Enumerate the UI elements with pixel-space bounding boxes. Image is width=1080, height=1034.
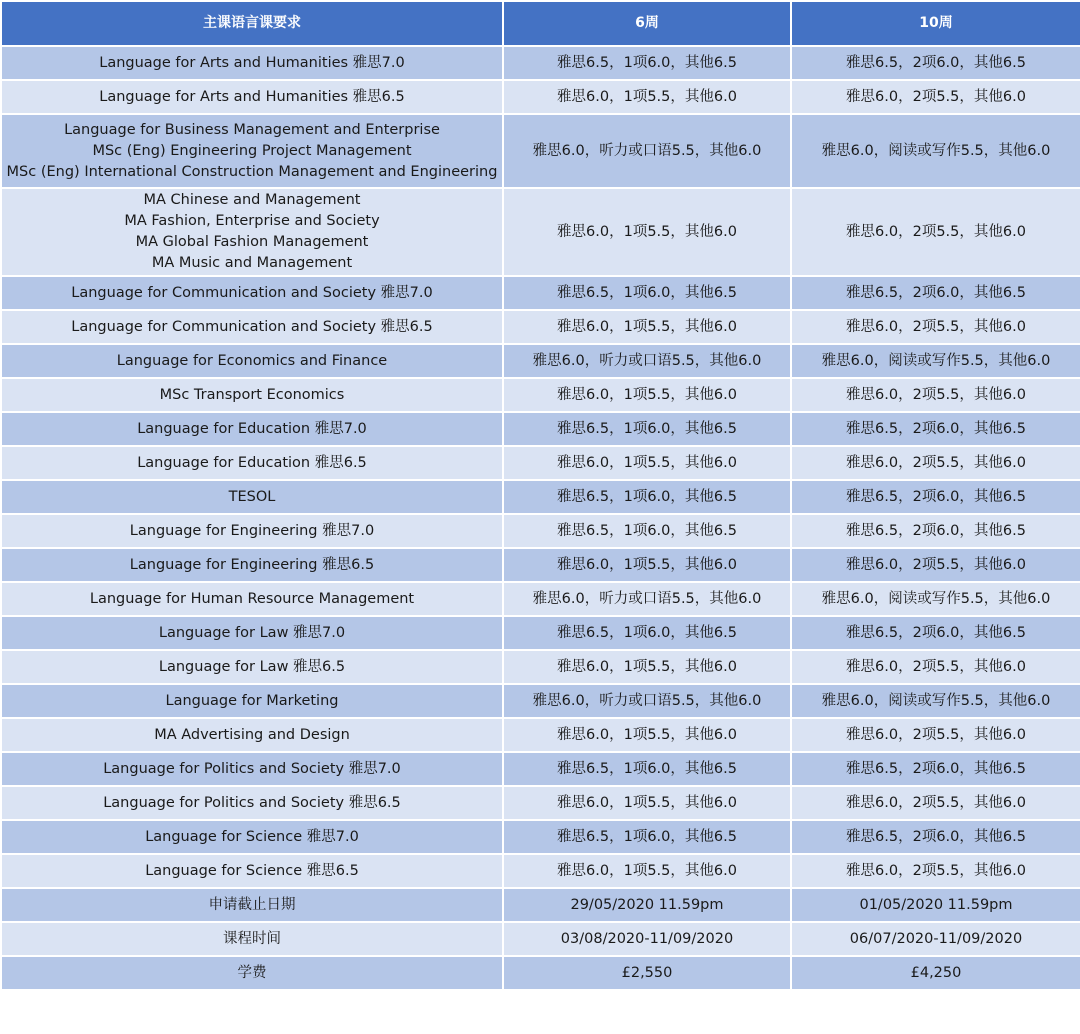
ten-week-cell: 雅思6.0，2项5.5，其他6.0 [792, 379, 1080, 411]
course-name: Language for Engineering 雅思6.5 [129, 556, 375, 573]
course-cell [2, 685, 502, 717]
table-row [2, 787, 1080, 819]
course-cell [2, 923, 502, 955]
course-cell [2, 957, 502, 989]
six-week-cell: 雅思6.0，1项5.5，其他6.0 [504, 379, 790, 411]
course-cell [2, 379, 502, 411]
table-row [2, 957, 1080, 989]
course-name: Language for Arts and Humanities 雅思6.5 [99, 88, 405, 105]
course-name: Language for Science 雅思7.0 [145, 828, 359, 845]
course-cell [2, 515, 502, 547]
course-cell [2, 583, 502, 615]
ten-week-cell: 雅思6.0，阅读或写作5.5，其他6.0 [792, 583, 1080, 615]
course-name: Language for Education 雅思6.5 [137, 454, 367, 471]
six-week-cell: 雅思6.5，1项6.0，其他6.5 [504, 753, 790, 785]
course-name: MSc (Eng) International Construction Management and Engineering [6, 163, 498, 180]
table-row [2, 413, 1080, 445]
course-cell [2, 115, 502, 187]
table-row [2, 549, 1080, 581]
ten-week-cell: 雅思6.5，2项6.0，其他6.5 [792, 821, 1080, 853]
table-row [2, 47, 1080, 79]
course-cell [2, 311, 502, 343]
course-cell [2, 889, 502, 921]
six-week-cell: 雅思6.5，1项6.0，其他6.5 [504, 413, 790, 445]
table-row [2, 923, 1080, 955]
table-row [2, 855, 1080, 887]
table-row [2, 617, 1080, 649]
course-cell [2, 617, 502, 649]
ten-week-cell: 雅思6.5，2项6.0，其他6.5 [792, 47, 1080, 79]
course-cell [2, 549, 502, 581]
six-week-cell: 03/08/2020-11/09/2020 [504, 923, 790, 955]
course-cell [2, 447, 502, 479]
course-name: MA Chinese and Management [143, 192, 361, 208]
course-cell [2, 787, 502, 819]
six-week-cell: 雅思6.5，1项6.0，其他6.5 [504, 47, 790, 79]
course-name: MA Global Fashion Management [135, 234, 369, 250]
course-cell [2, 481, 502, 513]
course-name: MA Advertising and Design [154, 726, 350, 743]
table-row [2, 189, 1080, 275]
header-course: 主课语言课要求 [2, 2, 502, 45]
ten-week-cell: 01/05/2020 11.59pm [792, 889, 1080, 921]
table-body [2, 47, 1080, 989]
table-row [2, 889, 1080, 921]
table-row [2, 447, 1080, 479]
table-row [2, 311, 1080, 343]
six-week-cell: 雅思6.0，听力或口语5.5，其他6.0 [504, 685, 790, 717]
table-row [2, 115, 1080, 187]
ten-week-cell: 雅思6.5，2项6.0，其他6.5 [792, 753, 1080, 785]
course-cell [2, 277, 502, 309]
table-row [2, 379, 1080, 411]
six-week-cell: 雅思6.5，1项6.0，其他6.5 [504, 481, 790, 513]
course-cell [2, 189, 502, 275]
ten-week-cell: 雅思6.0，2项5.5，其他6.0 [792, 549, 1080, 581]
six-week-cell: 雅思6.0，1项5.5，其他6.0 [504, 787, 790, 819]
course-name: 申请截止日期 [208, 896, 296, 913]
course-cell [2, 81, 502, 113]
six-week-cell: 雅思6.0，听力或口语5.5，其他6.0 [504, 345, 790, 377]
six-week-cell: 雅思6.5，1项6.0，其他6.5 [504, 617, 790, 649]
course-name: Language for Engineering 雅思7.0 [129, 522, 375, 539]
six-week-cell: 雅思6.0，1项5.5，其他6.0 [504, 447, 790, 479]
course-name: Language for Arts and Humanities 雅思7.0 [99, 54, 405, 71]
table-row [2, 81, 1080, 113]
header-10-weeks: 10周 [792, 2, 1080, 45]
six-week-cell: 雅思6.0，1项5.5，其他6.0 [504, 81, 790, 113]
course-cell [2, 47, 502, 79]
six-week-cell: 雅思6.0，1项5.5，其他6.0 [504, 311, 790, 343]
course-name: Language for Education 雅思7.0 [137, 420, 367, 437]
six-week-cell: 雅思6.0，1项5.5，其他6.0 [504, 651, 790, 683]
header-6-weeks: 6周 [504, 2, 790, 45]
ten-week-cell: 雅思6.0，2项5.5，其他6.0 [792, 651, 1080, 683]
ten-week-cell: 雅思6.0，阅读或写作5.5，其他6.0 [792, 685, 1080, 717]
course-name: Language for Human Resource Management [89, 590, 415, 607]
ten-week-cell: 雅思6.0，2项5.5，其他6.0 [792, 719, 1080, 751]
table-row [2, 753, 1080, 785]
course-name: MSc (Eng) Engineering Project Management [92, 142, 412, 159]
course-name: Language for Law 雅思6.5 [158, 658, 346, 675]
course-name: Language for Economics and Finance [116, 352, 388, 369]
ten-week-cell: 雅思6.5，2项6.0，其他6.5 [792, 617, 1080, 649]
course-name: Language for Science 雅思6.5 [145, 862, 359, 879]
course-name: Language for Law 雅思7.0 [158, 624, 346, 641]
course-name: Language for Communication and Society 雅思7.0 [71, 284, 433, 301]
course-name: MSc Transport Economics [159, 386, 345, 403]
six-week-cell: 雅思6.0，1项5.5，其他6.0 [504, 189, 790, 275]
course-cell [2, 413, 502, 445]
table-row [2, 821, 1080, 853]
table-row [2, 481, 1080, 513]
six-week-cell: 雅思6.5，1项6.0，其他6.5 [504, 277, 790, 309]
ten-week-cell: 雅思6.5，2项6.0，其他6.5 [792, 413, 1080, 445]
six-week-cell: 雅思6.0，听力或口语5.5，其他6.0 [504, 583, 790, 615]
header-row [2, 2, 1080, 45]
course-name: MA Music and Management [151, 255, 353, 271]
table-row [2, 277, 1080, 309]
six-week-cell: 雅思6.0，1项5.5，其他6.0 [504, 855, 790, 887]
course-name: Language for Marketing [165, 692, 339, 709]
course-name: Language for Business Management and Enterprise [64, 121, 440, 138]
table-row [2, 719, 1080, 751]
course-name: 学费 [237, 964, 267, 981]
ten-week-cell: 雅思6.5，2项6.0，其他6.5 [792, 515, 1080, 547]
course-name: MA Fashion, Enterprise and Society [124, 213, 380, 229]
six-week-cell: 雅思6.0，听力或口语5.5，其他6.0 [504, 115, 790, 187]
course-cell [2, 753, 502, 785]
table-row [2, 345, 1080, 377]
ten-week-cell: 雅思6.0，2项5.5，其他6.0 [792, 787, 1080, 819]
course-cell [2, 719, 502, 751]
six-week-cell: 雅思6.5，1项6.0，其他6.5 [504, 821, 790, 853]
ten-week-cell: 雅思6.0，阅读或写作5.5，其他6.0 [792, 115, 1080, 187]
course-name: Language for Politics and Society 雅思6.5 [103, 794, 401, 811]
ten-week-cell: 雅思6.5，2项6.0，其他6.5 [792, 481, 1080, 513]
course-cell [2, 345, 502, 377]
six-week-cell: 雅思6.0，1项5.5，其他6.0 [504, 549, 790, 581]
ten-week-cell: 06/07/2020-11/09/2020 [792, 923, 1080, 955]
ten-week-cell: 雅思6.0，2项5.5，其他6.0 [792, 81, 1080, 113]
ten-week-cell: 雅思6.0，2项5.5，其他6.0 [792, 855, 1080, 887]
ten-week-cell: 雅思6.0，2项5.5，其他6.0 [792, 311, 1080, 343]
course-name: Language for Communication and Society 雅思6.5 [71, 318, 433, 335]
course-cell [2, 821, 502, 853]
course-name: TESOL [228, 488, 276, 505]
six-week-cell: 29/05/2020 11.59pm [504, 889, 790, 921]
course-name: 课程时间 [223, 930, 281, 947]
table-row [2, 515, 1080, 547]
table-row [2, 651, 1080, 683]
ten-week-cell: 雅思6.0，阅读或写作5.5，其他6.0 [792, 345, 1080, 377]
course-name: Language for Politics and Society 雅思7.0 [103, 760, 401, 777]
table-row [2, 583, 1080, 615]
course-cell [2, 855, 502, 887]
six-week-cell: £2,550 [504, 957, 790, 989]
ten-week-cell: 雅思6.0，2项5.5，其他6.0 [792, 189, 1080, 275]
ten-week-cell: 雅思6.5，2项6.0，其他6.5 [792, 277, 1080, 309]
table-row [2, 685, 1080, 717]
course-cell [2, 651, 502, 683]
six-week-cell: 雅思6.5，1项6.0，其他6.5 [504, 515, 790, 547]
ten-week-cell: 雅思6.0，2项5.5，其他6.0 [792, 447, 1080, 479]
six-week-cell: 雅思6.0，1项5.5，其他6.0 [504, 719, 790, 751]
ten-week-cell: £4,250 [792, 957, 1080, 989]
